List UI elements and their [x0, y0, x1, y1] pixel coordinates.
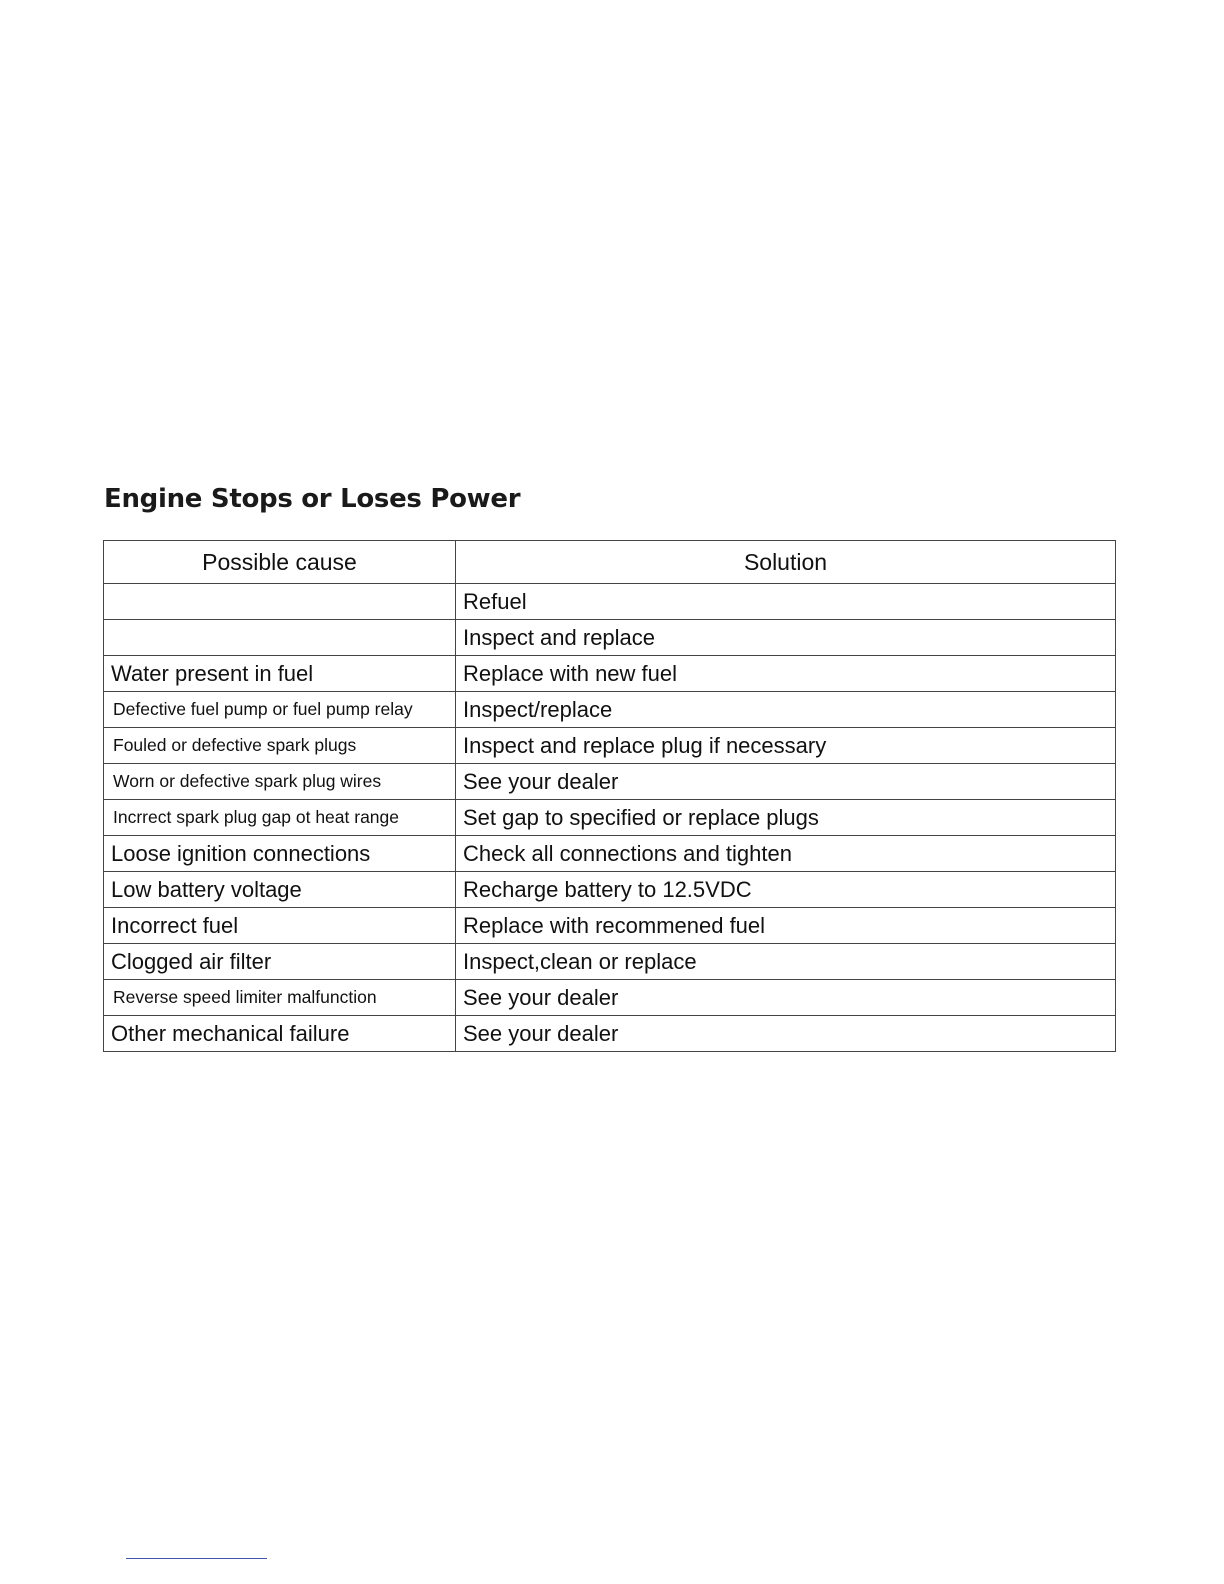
- solution-cell: See your dealer: [456, 1016, 1116, 1052]
- column-header-solution: Solution: [456, 541, 1116, 584]
- table-row: [104, 872, 1116, 908]
- cause-cell: [104, 584, 456, 620]
- solution-cell: Check all connections and tighten: [456, 836, 1116, 872]
- cause-cell: Defective fuel pump or fuel pump relay: [104, 692, 456, 728]
- cause-cell: Loose ignition connections: [104, 836, 456, 872]
- solution-cell: See your dealer: [456, 980, 1116, 1016]
- table-row: [104, 584, 1116, 620]
- solution-cell: Inspect/replace: [456, 692, 1116, 728]
- section-title: Engine Stops or Loses Power: [104, 484, 521, 514]
- troubleshooting-table: [103, 540, 1116, 1052]
- cause-cell: [104, 620, 456, 656]
- footer-rule: [126, 1558, 267, 1559]
- cause-cell: Water present in fuel: [104, 656, 456, 692]
- table-header-row: [104, 541, 1116, 584]
- cause-cell: Clogged air filter: [104, 944, 456, 980]
- table-row: [104, 908, 1116, 944]
- cause-cell: Other mechanical failure: [104, 1016, 456, 1052]
- cause-cell: Low battery voltage: [104, 872, 456, 908]
- table-row: [104, 620, 1116, 656]
- table-row: [104, 800, 1116, 836]
- table-row: [104, 836, 1116, 872]
- cause-cell: Reverse speed limiter malfunction: [104, 980, 456, 1016]
- cause-cell: Fouled or defective spark plugs: [104, 728, 456, 764]
- cause-cell: Incorrect fuel: [104, 908, 456, 944]
- cause-cell: Worn or defective spark plug wires: [104, 764, 456, 800]
- table-body: [104, 584, 1116, 1052]
- solution-cell: Refuel: [456, 584, 1116, 620]
- solution-cell: Inspect,clean or replace: [456, 944, 1116, 980]
- table-row: [104, 656, 1116, 692]
- solution-cell: Inspect and replace: [456, 620, 1116, 656]
- table-row: [104, 1016, 1116, 1052]
- solution-cell: Replace with new fuel: [456, 656, 1116, 692]
- table-row: [104, 764, 1116, 800]
- solution-cell: See your dealer: [456, 764, 1116, 800]
- table-row: [104, 980, 1116, 1016]
- table-row: [104, 944, 1116, 980]
- cause-cell: Incrrect spark plug gap ot heat range: [104, 800, 456, 836]
- table-row: [104, 728, 1116, 764]
- column-header-cause: Possible cause: [104, 541, 456, 584]
- solution-cell: Replace with recommened fuel: [456, 908, 1116, 944]
- table-row: [104, 692, 1116, 728]
- solution-cell: Set gap to specified or replace plugs: [456, 800, 1116, 836]
- solution-cell: Recharge battery to 12.5VDC: [456, 872, 1116, 908]
- solution-cell: Inspect and replace plug if necessary: [456, 728, 1116, 764]
